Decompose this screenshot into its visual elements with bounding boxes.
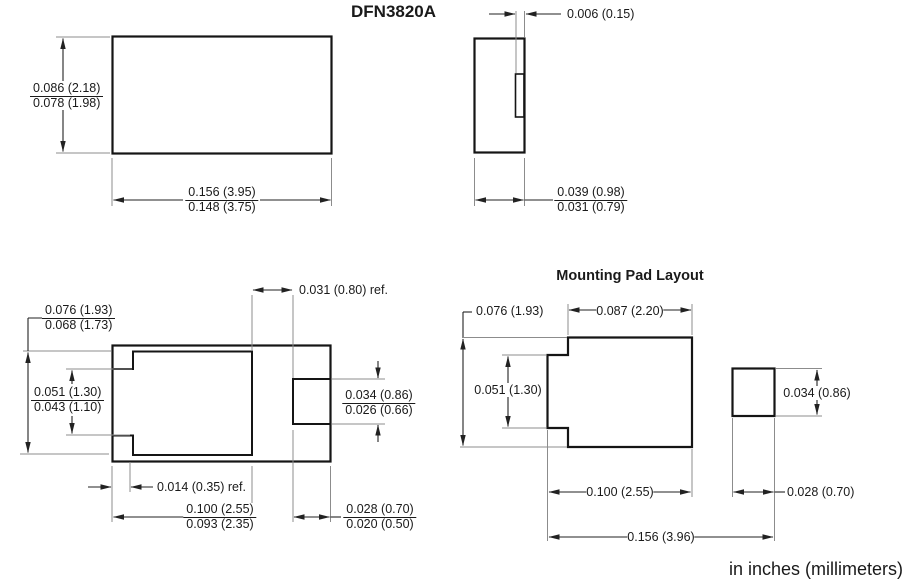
dim-max: 0.028 (0.70): [343, 503, 416, 518]
mounting-pad-layout: [460, 304, 822, 541]
bottom-view-gap-dim: 0.031 (0.80) ref.: [299, 283, 388, 297]
mounting-pad-title: Mounting Pad Layout: [556, 268, 704, 284]
dim-min: 0.093 (2.35): [186, 516, 254, 531]
dim-max: 0.034 (0.86): [342, 389, 415, 404]
dim-min: 0.068 (1.73): [45, 317, 113, 332]
side-view-offset-dim: 0.006 (0.15): [567, 7, 635, 21]
mp-pad-width-dim: 0.087 (2.20): [596, 304, 664, 318]
mp-pad-span-dim: 0.100 (2.55): [586, 485, 654, 499]
dim-min: 0.043 (1.10): [34, 399, 102, 414]
bottom-view-pad-height-dim: [42, 304, 115, 332]
units-note: in inches (millimeters): [729, 559, 904, 579]
side-view-terminal-outline: [516, 74, 525, 117]
side-view-body-outline: [475, 39, 525, 153]
bottom-view-terminal-height-dim: [342, 389, 415, 417]
mp-terminal-height-dim: 0.034 (0.86): [783, 386, 851, 400]
dim-min: 0.148 (3.75): [188, 199, 256, 214]
dim-max: 0.039 (0.98): [554, 186, 627, 201]
mp-tab-height-dim: 0.051 (1.30): [474, 383, 542, 397]
side-view: [475, 11, 562, 206]
bottom-view-tab-inset-dim: 0.014 (0.35) ref.: [157, 480, 246, 494]
mp-pad-height-dim: 0.076 (1.93): [476, 304, 544, 318]
bottom-view-tab-height-dim: [31, 386, 104, 414]
top-view-width-dim: [185, 186, 258, 214]
bottom-view-pad-outline: [113, 352, 253, 456]
bottom-view-pad-width-dim: [183, 503, 256, 531]
dim-max: 0.086 (2.18): [30, 82, 103, 97]
top-view-body-outline: [113, 37, 332, 154]
dim-min: 0.031 (0.79): [557, 199, 625, 214]
dim-min: 0.020 (0.50): [346, 516, 414, 531]
bottom-view-terminal-width-dim: [343, 503, 416, 531]
dim-max: 0.076 (1.93): [42, 304, 115, 319]
dim-max: 0.051 (1.30): [31, 386, 104, 401]
dim-min: 0.026 (0.66): [345, 402, 413, 417]
mounting-terminal-outline: [733, 369, 775, 417]
mp-terminal-width-dim: 0.028 (0.70): [787, 485, 855, 499]
side-view-thickness-dim: [554, 186, 627, 214]
dim-max: 0.100 (2.55): [183, 503, 256, 518]
mounting-pad-outline: [548, 338, 693, 448]
dim-min: 0.078 (1.98): [33, 95, 101, 110]
bottom-view-body-outline: [113, 346, 331, 462]
mp-total-span-dim: 0.156 (3.96): [627, 530, 695, 544]
bottom-view-terminal-outline: [293, 379, 331, 424]
top-view-height-dim: [30, 82, 103, 110]
page-title: DFN3820A: [351, 2, 437, 21]
top-view: [56, 37, 332, 207]
dim-max: 0.156 (3.95): [185, 186, 258, 201]
